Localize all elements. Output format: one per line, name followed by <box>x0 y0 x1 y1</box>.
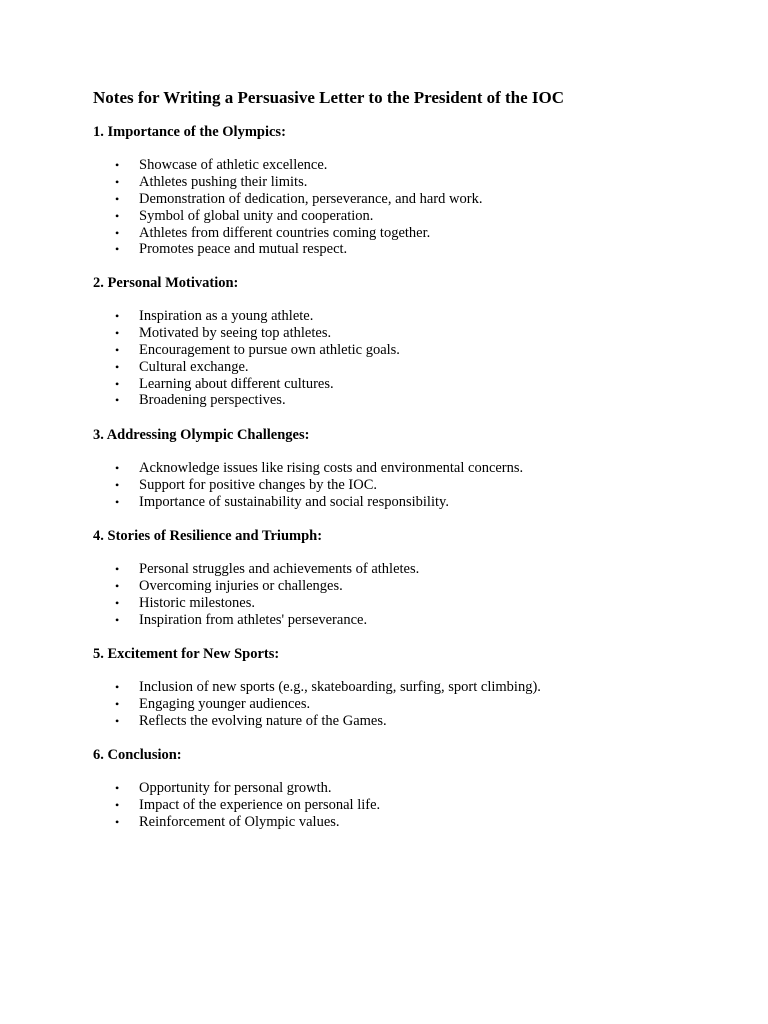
section-heading-personal-motivation: 2. Personal Motivation: <box>93 275 239 291</box>
list-item <box>115 595 419 612</box>
bullet-icon: • <box>115 208 120 223</box>
section-heading-new-sports: 5. Excitement for New Sports: <box>93 646 280 662</box>
bullet-icon: • <box>115 797 120 812</box>
list-item-text: Athletes from different countries coming together. <box>139 224 431 241</box>
list-item-text: Motivated by seeing top athletes. <box>139 324 332 341</box>
list-item <box>115 359 400 376</box>
list-item-text: Promotes peace and mutual respect. <box>139 241 348 258</box>
bullet-icon: • <box>115 242 120 257</box>
list-item-text: Acknowledge issues like rising costs and environmental concerns. <box>139 460 524 476</box>
list-item-text: Symbol of global unity and cooperation. <box>139 207 374 224</box>
list-item-text: Impact of the experience on personal life. <box>139 796 381 813</box>
list-item-text: Athletes pushing their limits. <box>139 173 308 190</box>
bullet-list-personal-motivation <box>115 308 400 409</box>
list-item <box>115 174 482 191</box>
bullet-list-conclusion <box>115 780 380 831</box>
bullet-icon: • <box>115 680 120 694</box>
section-heading-resilience-triumph: 4. Stories of Resilience and Triumph: <box>93 528 323 544</box>
bullet-icon: • <box>115 174 120 189</box>
bullet-icon: • <box>115 696 120 711</box>
list-item-text: Inclusion of new sports (e.g., skateboarding, surfing, sport climbing). <box>139 679 541 695</box>
list-item-text: Engaging younger audiences. <box>139 695 311 712</box>
list-item-text: Broadening perspectives. <box>139 392 286 409</box>
bullet-icon: • <box>115 781 120 795</box>
section-heading-olympic-challenges: 3. Addressing Olympic Challenges: <box>93 427 310 443</box>
bullet-icon: • <box>115 578 120 593</box>
bullet-list-olympic-challenges <box>115 460 523 511</box>
list-item <box>115 679 541 696</box>
bullet-list-new-sports <box>115 679 541 730</box>
list-item-text: Inspiration as a young athlete. <box>139 308 314 324</box>
list-item <box>115 494 523 511</box>
list-item <box>115 460 523 477</box>
list-item <box>115 578 419 595</box>
list-item <box>115 814 380 831</box>
list-item-text: Importance of sustainability and social responsibility. <box>139 493 449 510</box>
section-heading-importance: 1. Importance of the Olympics: <box>93 124 286 140</box>
list-item-text: Cultural exchange. <box>139 358 249 375</box>
list-item-text: Showcase of athletic excellence. <box>139 157 328 173</box>
list-item <box>115 612 419 629</box>
list-item <box>115 780 380 797</box>
bullet-icon: • <box>115 225 120 240</box>
bullet-icon: • <box>115 342 120 357</box>
bullet-icon: • <box>115 461 120 475</box>
bullet-icon: • <box>115 595 120 610</box>
list-item <box>115 225 482 242</box>
list-item-text: Support for positive changes by the IOC. <box>139 476 378 493</box>
list-item <box>115 392 400 409</box>
list-item <box>115 325 400 342</box>
list-item <box>115 477 523 494</box>
list-item-text: Personal struggles and achievements of athletes. <box>139 561 420 577</box>
list-item <box>115 376 400 393</box>
list-item <box>115 157 482 174</box>
bullet-icon: • <box>115 393 120 408</box>
list-item <box>115 342 400 359</box>
bullet-icon: • <box>115 814 120 829</box>
list-item-text: Inspiration from athletes' perseverance. <box>139 611 368 628</box>
list-item-text: Reinforcement of Olympic values. <box>139 813 340 830</box>
list-item <box>115 208 482 225</box>
bullet-icon: • <box>115 562 120 576</box>
bullet-icon: • <box>115 713 120 728</box>
bullet-icon: • <box>115 325 120 340</box>
section-heading-conclusion: 6. Conclusion: <box>93 747 182 763</box>
list-item <box>115 191 482 208</box>
list-item-text: Historic milestones. <box>139 594 255 611</box>
bullet-icon: • <box>115 359 120 374</box>
list-item-text: Overcoming injuries or challenges. <box>139 577 343 594</box>
bullet-icon: • <box>115 376 120 391</box>
list-item-text: Demonstration of dedication, perseverance, and hard work. <box>139 190 483 207</box>
list-item-text: Reflects the evolving nature of the Games. <box>139 712 387 729</box>
bullet-icon: • <box>115 309 120 323</box>
list-item <box>115 713 541 730</box>
list-item <box>115 241 482 258</box>
list-item-text: Encouragement to pursue own athletic goals. <box>139 341 400 358</box>
list-item-text: Learning about different cultures. <box>139 375 334 392</box>
bullet-list-resilience-triumph <box>115 561 419 629</box>
bullet-icon: • <box>115 612 120 627</box>
bullet-icon: • <box>115 494 120 509</box>
list-item-text: Opportunity for personal growth. <box>139 780 332 796</box>
bullet-list-importance <box>115 157 482 258</box>
bullet-icon: • <box>115 158 120 172</box>
document-title: Notes for Writing a Persuasive Letter to the President of the IOC <box>93 88 565 107</box>
list-item <box>115 561 419 578</box>
bullet-icon: • <box>115 191 120 206</box>
bullet-icon: • <box>115 477 120 492</box>
list-item <box>115 797 380 814</box>
list-item <box>115 308 400 325</box>
list-item <box>115 696 541 713</box>
